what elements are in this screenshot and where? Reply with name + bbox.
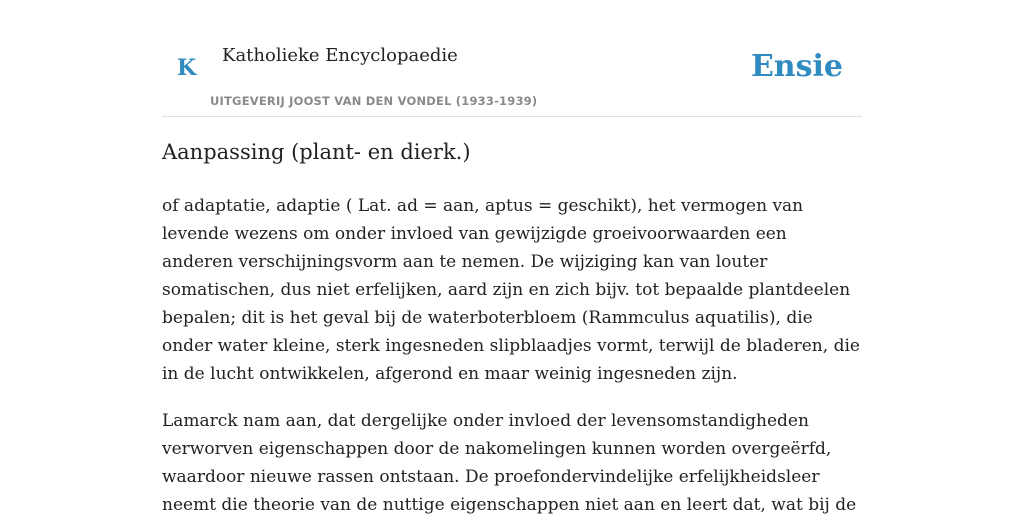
publication-subtitle: UITGEVERIJ JOOST VAN DEN VONDEL (1933-1939): [210, 94, 538, 108]
article-title: Aanpassing (plant- en dierk.): [162, 140, 471, 164]
page: [162, 0, 862, 515]
publication-logo[interactable]: K: [177, 55, 197, 81]
publication-title[interactable]: Katholieke Encyclopaedie: [222, 45, 458, 66]
article-paragraph: Lamarck nam aan, dat dergelijke onder invloed der levensomstandigheden verworven eigenschappen door de nakomelingen kunnen worden overgeërfd, waardoor nieuwe rassen ontstaan. De proefondervindelijke erfelijkheidsleer neemt die theorie van de nuttige eigenschappen niet aan en leert dat, wat bij de: [162, 411, 857, 515]
site-header: [162, 0, 862, 117]
article-paragraph: of adaptatie, adaptie ( Lat. ad = aan, aptus = geschikt), het vermogen van levende wezens om onder invloed van gewijzigde groeivoorwaarden een anderen verschijningsvorm aan te nemen. De wijziging kan van louter somatischen, dus niet erfelijken, aard zijn en zich bijv. tot bepaalde plantdeelen bepalen; dit is het geval bij de waterboterbloem (Rammculus aquatilis), die onder water kleine, sterk ingesneden slipblaadjes vormt, terwijl de bladeren, die in de lucht ontwikkelen, afgerond en maar weinig ingesneden zijn.: [162, 196, 860, 384]
brand-logo[interactable]: Ensie: [750, 49, 843, 84]
